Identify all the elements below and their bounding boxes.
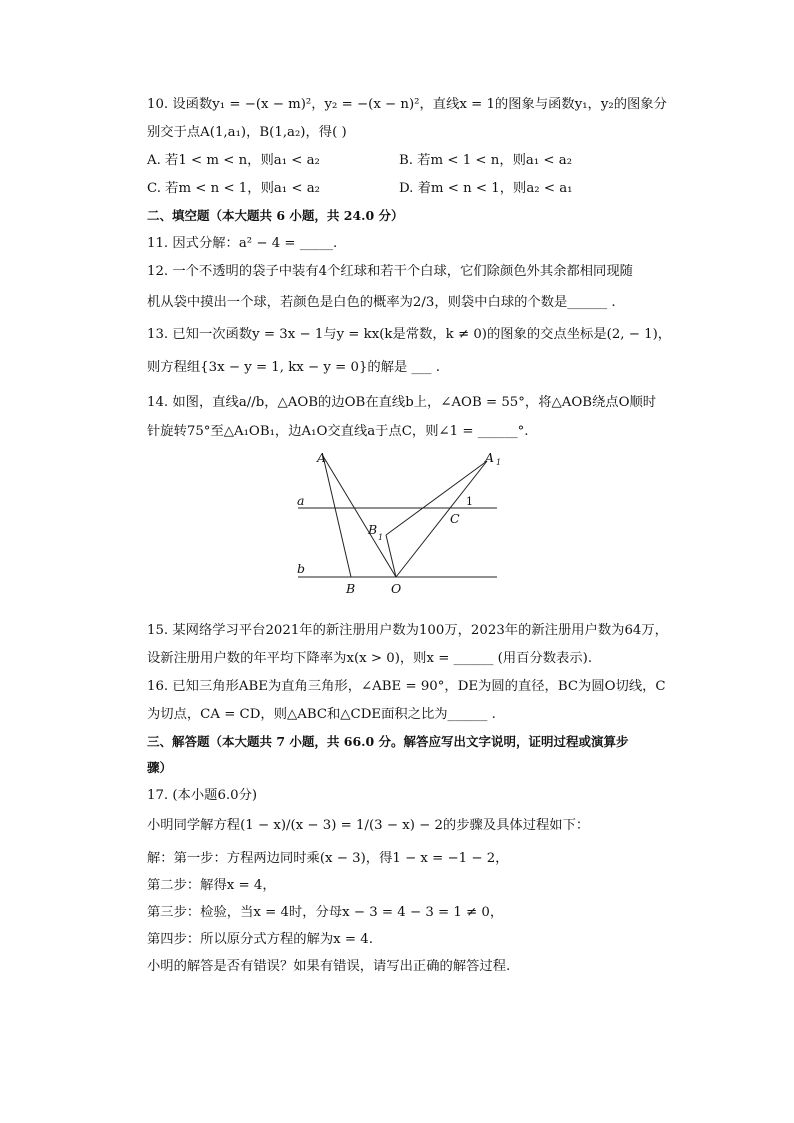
geometry-figure xyxy=(290,445,510,605)
q12-line2: 机从袋中摸出一个球，若颜色是白色的概率为2/3，则袋中白球的个数是______ . xyxy=(147,295,616,310)
label-a: a xyxy=(297,493,305,508)
label-b: b xyxy=(297,561,306,576)
label-B1-subscript: 1 xyxy=(378,533,384,542)
q10-option-c: C. 若m < n < 1，则a₁ < a₂ xyxy=(147,181,320,196)
segment-AO xyxy=(323,456,396,577)
q17-step4: 第四步：所以原分式方程的解为x = 4. xyxy=(147,932,373,947)
section-fill-in-heading: 二、填空题（本大题共 6 小题，共 24.0 分） xyxy=(147,208,404,223)
section-solve-heading-line1: 三、解答题（本大题共 7 小题，共 66.0 分。解答应写出文字说明，证明过程或演算步 xyxy=(147,734,629,749)
geometry-diagram xyxy=(290,445,510,605)
label-angle-1: 1 xyxy=(466,495,473,508)
q15-line1: 15. 某网络学习平台2021年的新注册用户数为100万，2023年的新注册用户数为64万， xyxy=(147,623,668,638)
label-O: O xyxy=(391,581,402,596)
q17-step1: 解：第一步：方程两边同时乘(x − 3)，得1 − x = −1 − 2， xyxy=(147,851,509,866)
q12-line1: 12. 一个不透明的袋子中装有4个红球和若干个白球，它们除颜色外其余都相同现随 xyxy=(147,264,633,279)
label-B: B xyxy=(346,581,356,596)
q14-line1: 14. 如图，直线a//b，△AOB的边OB在直线b上，∠AOB = 55°，将△AOB绕点O顺时 xyxy=(147,395,657,410)
q10-line1: 10. 设函数y₁ = −(x − m)²，y₂ = −(x − n)²，直线x = 1的图象与函数y₁，y₂的图象分 xyxy=(147,97,667,112)
label-A: A xyxy=(317,450,327,465)
section-solve-heading-line2: 骤） xyxy=(147,760,173,775)
label-C: C xyxy=(450,511,460,526)
q16-line1: 16. 已知三角形ABE为直角三角形，∠ABE = 90°，DE为圆的直径，BC为圆O切线，C xyxy=(147,679,666,694)
q14-line2: 针旋转75°至△A₁OB₁，边A₁O交直线a于点C，则∠1 = ______°. xyxy=(147,424,529,439)
q17-intro: 小明同学解方程(1 − x)/(x − 3) = 1/(3 − x) − 2的步骤及具体过程如下： xyxy=(147,818,590,833)
segment-B1O xyxy=(386,535,396,577)
segment-A1O xyxy=(396,461,487,577)
q17-header: 17. (本小题6.0分) xyxy=(147,788,258,803)
label-A1: A xyxy=(485,450,495,465)
q17-step2: 第二步：解得x = 4， xyxy=(147,878,276,893)
q17-step3: 第三步：检验，当x = 4时，分母x − 3 = 4 − 3 = 1 ≠ 0， xyxy=(147,905,504,920)
q17-question: 小明的解答是否有错误？如果有错误，请写出正确的解答过程. xyxy=(147,959,511,974)
q10-option-a: A. 若1 < m < n，则a₁ < a₂ xyxy=(147,153,320,168)
q13-line1: 13. 已知一次函数y = 3x − 1与y = kx(k是常数，k ≠ 0)的图象的交点坐标是(2, − 1)， xyxy=(147,327,672,342)
label-B1: B xyxy=(368,522,378,537)
q10-option-b: B. 若m < 1 < n，则a₁ < a₂ xyxy=(399,153,573,168)
label-A1-subscript: 1 xyxy=(496,458,502,467)
q10-option-d: D. 着m < n < 1，则a₂ < a₁ xyxy=(399,181,573,196)
q10-line2: 别交于点A(1,a₁)，B(1,a₂)，得( ) xyxy=(147,125,347,140)
segment-AB xyxy=(323,456,351,577)
q16-line2: 为切点，CA = CD，则△ABC和△CDE面积之比为______ . xyxy=(147,707,496,722)
q11: 11. 因式分解：a² − 4 = _____. xyxy=(147,236,338,251)
q15-line2: 设新注册用户数的年平均下降率为x(x > 0)，则x = ______ (用百分数表示). xyxy=(147,651,593,666)
q13-line2: 则方程组{3x − y = 1, kx − y = 0}的解是 ___ . xyxy=(147,360,440,375)
